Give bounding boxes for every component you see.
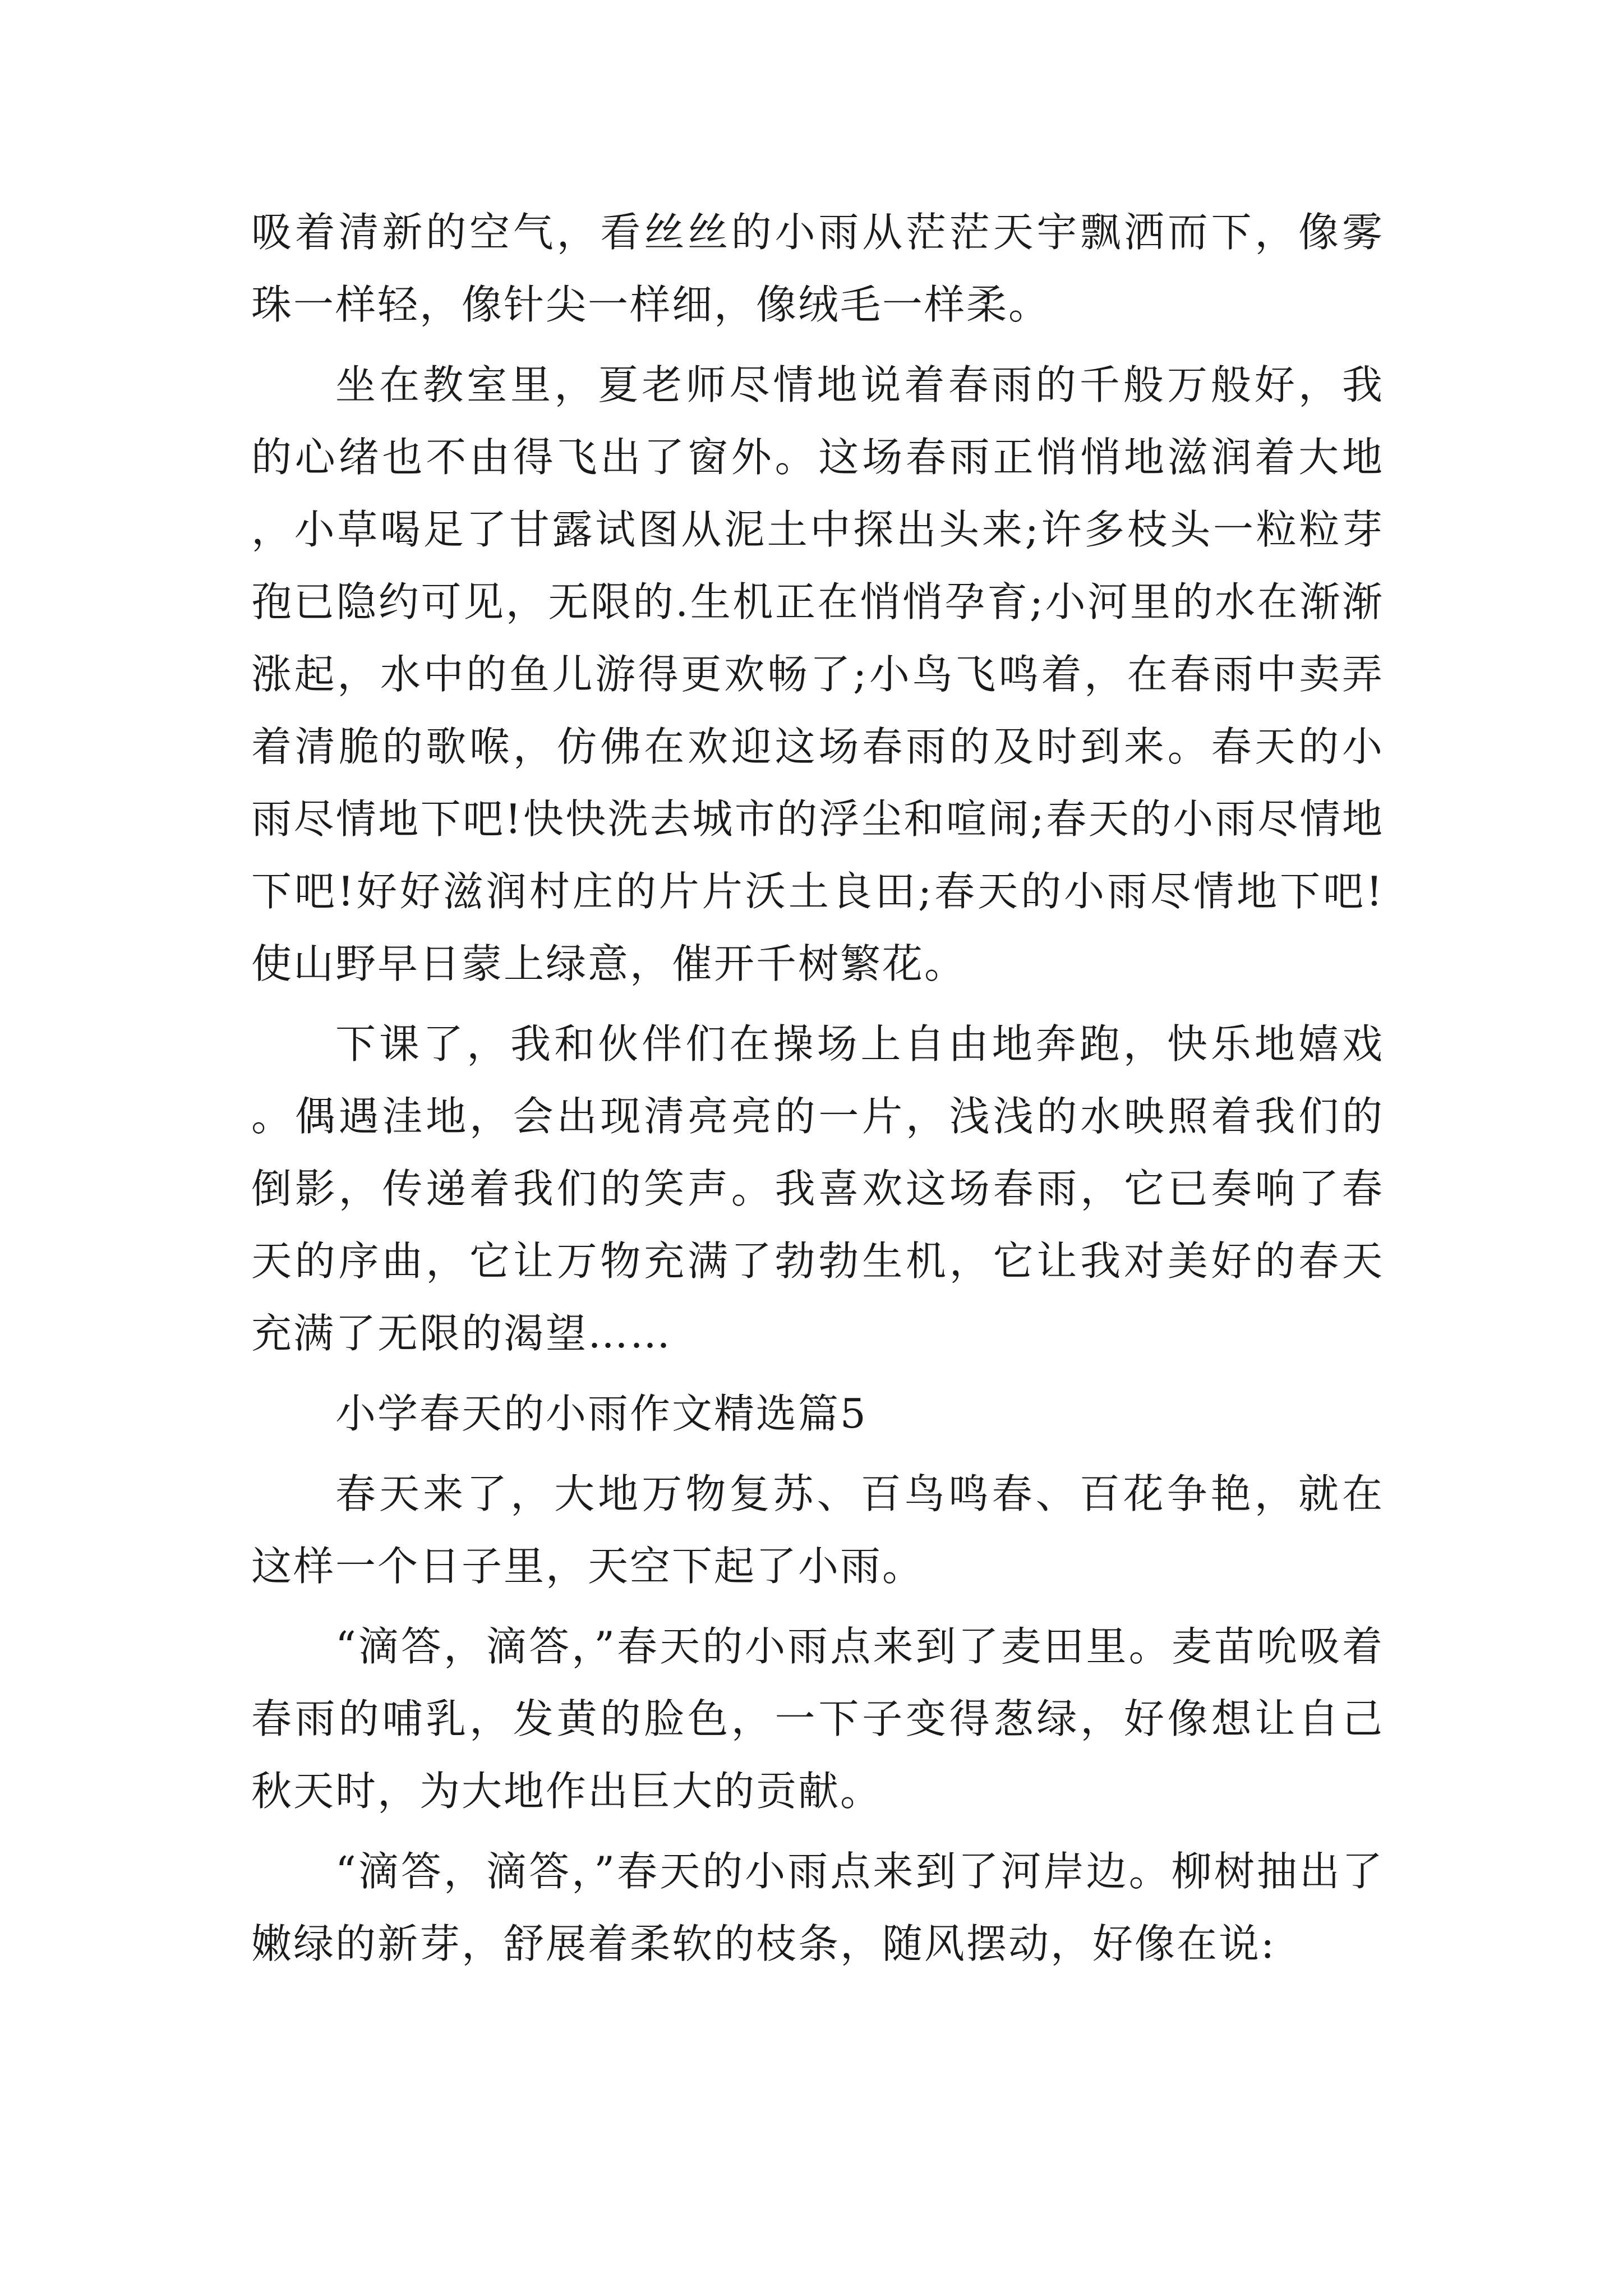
document-body: [251, 196, 1384, 1988]
paragraph: 春天来了，大地万物复苏、百鸟鸣春、百花争艳，就在这样一个日子里，天空下起了小雨。: [251, 1470, 1384, 1590]
paragraph: 坐在教室里，夏老师尽情地说着春雨的千般万般好，我的心绪也不由得飞出了窗外。这场春雨正悄悄地滋润着大地，小草喝足了甘露试图从泥土中探出头来;许多枝头一粒粒芽孢已隐约可见，无限的.生机正在悄悄孕育;小河里的水在渐渐涨起，水中的鱼儿游得更欢畅了;小鸟飞鸣着，在春雨中卖弄着清脆的歌喉，仿佛在欢迎这场春雨的及时到来。春天的小雨尽情地下吧!快快洗去城市的浮尘和喧闹;春天的小雨尽情地下吧!好好滋润村庄的片片沃土良田;春天的小雨尽情地下吧!使山野早日蒙上绿意，催开千树繁花。: [251, 361, 1384, 987]
paragraph: 下课了，我和伙伴们在操场上自由地奔跑，快乐地嬉戏。偶遇洼地，会出现清亮亮的一片，浅浅的水映照着我们的倒影，传递着我们的笑声。我喜欢这场春雨，它已奏响了春天的序曲，它让万物充满了勃勃生机，它让我对美好的春天充满了无限的渴望……: [251, 1020, 1384, 1357]
paragraph: “滴答，滴答，”春天的小雨点来到了麦田里。麦苗吮吸着春雨的哺乳，发黄的脸色，一下子变得葱绿，好像想让自己秋天时，为大地作出巨大的贡献。: [251, 1623, 1384, 1815]
section-heading: 小学春天的小雨作文精选篇5: [335, 1390, 868, 1437]
paragraph: 吸着清新的空气，看丝丝的小雨从茫茫天宇飘洒而下，像雾珠一样轻，像针尖一样细，像绒毛一样柔。: [251, 209, 1384, 328]
paragraph: “滴答，滴答，”春天的小雨点来到了河岸边。柳树抽出了嫩绿的新芽，舒展着柔软的枝条，随风摆动，好像在说:: [251, 1848, 1384, 1967]
